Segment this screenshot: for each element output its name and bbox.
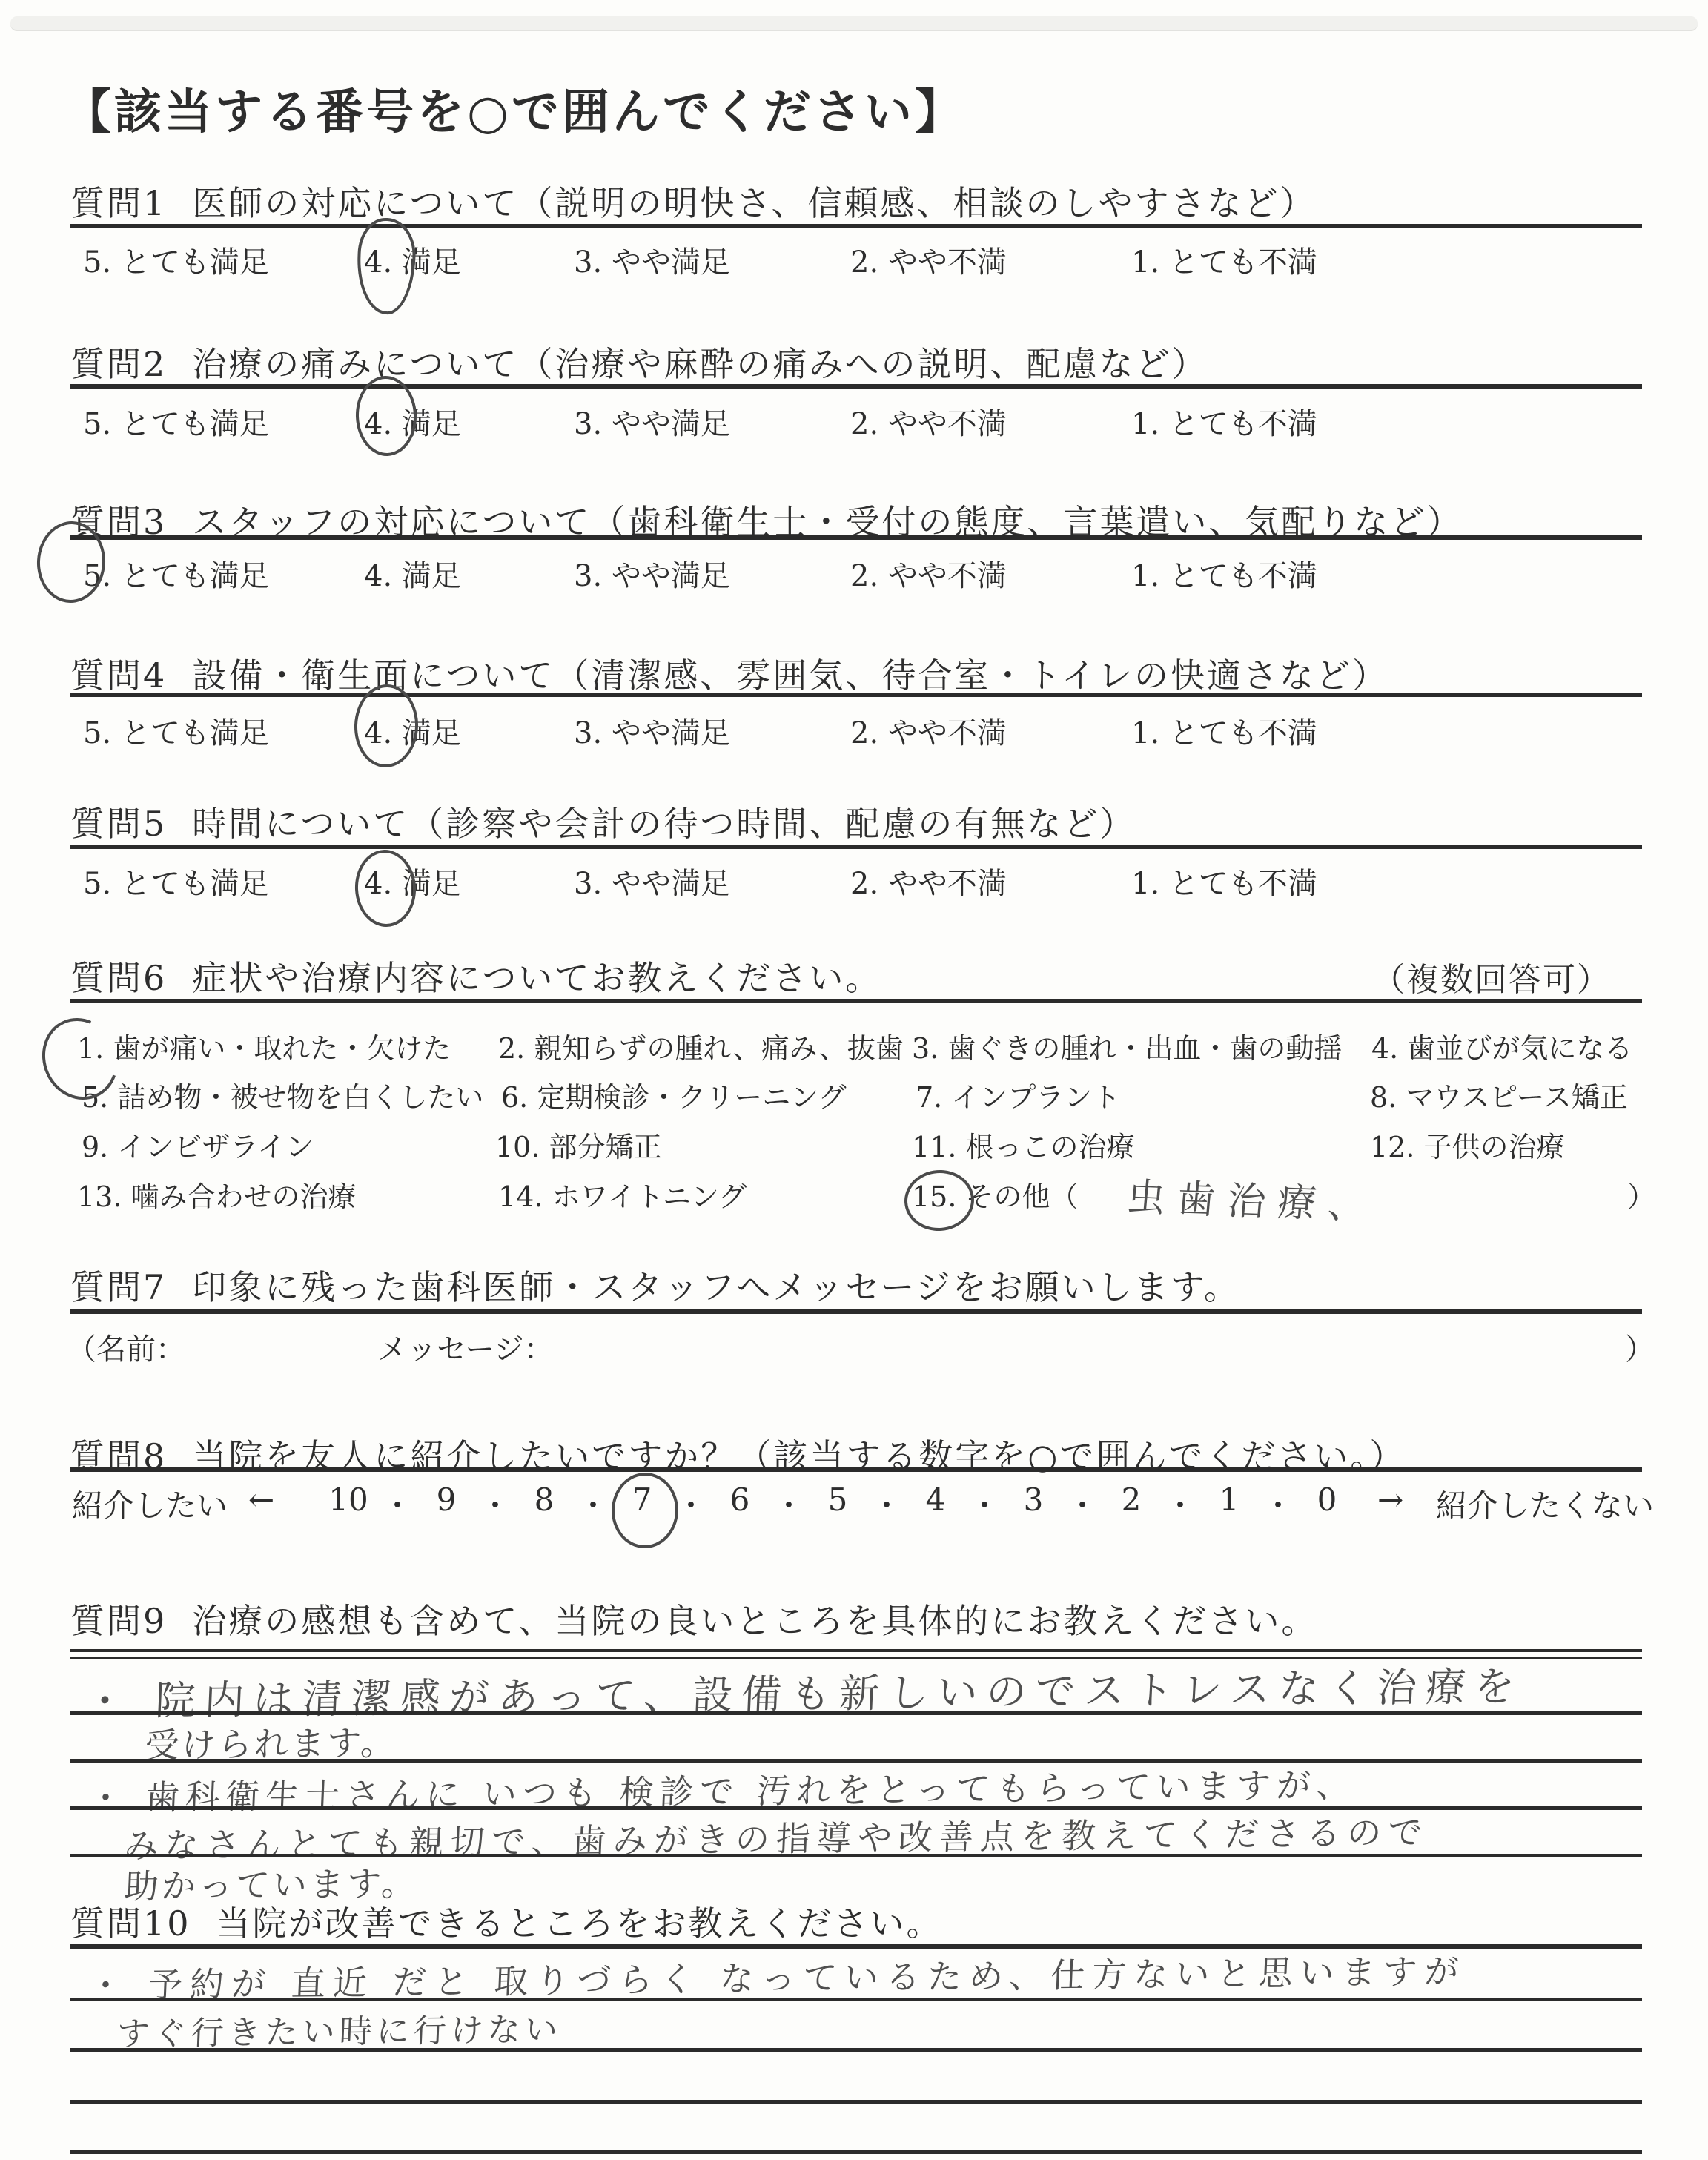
- q6-option: 4. 歯並びが気になる: [1371, 1032, 1633, 1065]
- q6-option: 5. 詰め物・被せ物を白くしたい: [82, 1081, 484, 1114]
- question-topic: 症状や治療内容についてお教えください。: [192, 958, 882, 998]
- question-number: 質問4: [70, 655, 168, 696]
- rating-option: 2. やや不満: [850, 716, 1007, 750]
- page-title: 【該当する番号を○で囲んでください】: [64, 85, 965, 140]
- q6-option: 10. 部分矯正: [495, 1131, 662, 1163]
- right-arrow-icon: →: [1377, 1482, 1404, 1518]
- question-number: 質問6: [70, 958, 168, 998]
- q6-option: 12. 子供の治療: [1370, 1131, 1565, 1163]
- rating-option: 4. 満足: [364, 407, 461, 441]
- question-topic: 治療の痛みについて（治療や麻酔の痛みへの説明、配慮など）: [192, 344, 1208, 384]
- handwritten-line: ・ 院内は清潔感があって、設備も新しいのでストレスなく治療を: [84, 1662, 1525, 1725]
- rating-option: 5. とても満足: [83, 559, 269, 593]
- ruled-line: [70, 2048, 1642, 2052]
- question-number: 質問8: [70, 1436, 168, 1476]
- question-topic: 時間について（診察や会計の待つ時間、配慮の有無など）: [192, 804, 1136, 844]
- dot-separator: ・: [479, 1487, 511, 1524]
- handdrawn-circle-q1-answer: [356, 217, 417, 316]
- dot-separator: ・: [675, 1487, 706, 1524]
- question-number: 質問9: [70, 1601, 168, 1641]
- question-number: 質問10: [70, 1903, 191, 1943]
- scale-number: 0: [1317, 1482, 1337, 1518]
- ruled-line: [70, 535, 1642, 540]
- q6-option: 1. 歯が痛い・取れた・欠けた: [77, 1032, 451, 1065]
- question-topic: 医師の対応について（説明の明快さ、信頼感、相談のしやすさなど）: [192, 183, 1317, 223]
- question-topic: 印象に残った歯科医師・スタッフへメッセージをお願いします。: [192, 1267, 1240, 1307]
- dot-separator: ・: [1066, 1487, 1098, 1524]
- q6-option: 2. 親知らずの腫れ、痛み、抜歯: [498, 1032, 904, 1065]
- dot-separator: ・: [968, 1487, 1000, 1524]
- question-6-heading: [70, 951, 881, 1000]
- q6-option: 14. ホワイトニング: [498, 1180, 747, 1213]
- handwritten-line: みなさんとても親切で、歯みがきの指導や改善点を教えてくださるので: [123, 1811, 1430, 1866]
- ruled-line: [70, 1998, 1642, 2001]
- q8-right-label: 紹介したくない: [1436, 1487, 1655, 1524]
- scale-number: 10: [328, 1482, 368, 1518]
- dot-separator: ・: [1164, 1487, 1196, 1524]
- question-topic: 当院が改善できるところをお教えください。: [216, 1903, 943, 1943]
- multiple-answers-note: （複数回答可）: [1372, 961, 1611, 999]
- handwritten-line: ・ 歯科衛生士さんに いつも 検診で 汚れをとってもらっていますが、: [87, 1765, 1358, 1818]
- ruled-line: [70, 693, 1642, 697]
- ruled-line: [70, 1759, 1642, 1763]
- rating-option: 1. とても不満: [1131, 407, 1317, 441]
- ruled-line: [70, 845, 1642, 849]
- scale-number: 6: [729, 1482, 750, 1518]
- rating-option: 4. 満足: [364, 559, 461, 593]
- q7-name-label: （名前：: [67, 1332, 185, 1367]
- ruled-line: [70, 1711, 1642, 1715]
- left-arrow-icon: ←: [248, 1482, 275, 1518]
- rating-option: 1. とても不満: [1131, 867, 1317, 901]
- q7-message-label: メッセージ：: [377, 1332, 554, 1367]
- rating-option: 3. やや満足: [574, 407, 730, 441]
- question-number: 質問1: [70, 183, 168, 223]
- scale-number: 5: [827, 1482, 848, 1518]
- q6-option: 11. 根っこの治療: [912, 1131, 1135, 1163]
- rating-option: 4. 満足: [364, 245, 461, 280]
- rating-option: 1. とても不満: [1131, 716, 1317, 750]
- q6-option: 7. インプラント: [916, 1081, 1121, 1114]
- rating-option: 5. とても満足: [83, 245, 269, 280]
- rating-option: 2. やや不満: [850, 245, 1007, 280]
- question-2-heading: [70, 337, 1208, 386]
- rating-option: 3. やや満足: [574, 716, 730, 750]
- question-7-heading: [70, 1261, 1240, 1309]
- rating-option: 3. やや満足: [574, 559, 730, 593]
- q6-other-close-paren: ）: [1627, 1180, 1656, 1213]
- dot-separator: ・: [772, 1487, 804, 1524]
- dot-separator: ・: [381, 1487, 413, 1524]
- q8-left-label: 紹介したい: [72, 1487, 228, 1524]
- handwritten-line: ・ 予約が 直近 だと 取りづらく なっているため、仕方ないと思いますが: [87, 1951, 1467, 2006]
- ruled-line: [70, 999, 1642, 1003]
- rating-option: 5. とても満足: [83, 716, 269, 750]
- handwritten-line: すぐ行きたい時に行けない: [116, 2010, 563, 2054]
- scale-number: 9: [436, 1482, 457, 1518]
- rating-option: 1. とても不満: [1131, 559, 1317, 593]
- question-topic: スタッフの対応について（歯科衛生士・受付の態度、言葉遣い、気配りなど）: [192, 502, 1463, 542]
- scale-number: 8: [534, 1482, 555, 1518]
- scale-number: 2: [1121, 1482, 1142, 1518]
- handwritten-line: 受けられます。: [144, 1723, 398, 1766]
- ruled-line: [70, 224, 1642, 228]
- q6-option: 3. 歯ぐきの腫れ・出血・歯の動揺: [912, 1032, 1343, 1065]
- q6-option: 9. インビザライン: [82, 1131, 314, 1163]
- rating-option: 5. とても満足: [83, 867, 269, 901]
- ruled-line: [70, 1854, 1642, 1857]
- q6-option: 13. 噛み合わせの治療: [77, 1180, 357, 1213]
- scan-artifact-band: [10, 16, 1698, 31]
- q6-option: 6. 定期検診・クリーニング: [501, 1081, 847, 1114]
- rating-option: 3. やや満足: [574, 867, 730, 901]
- q6-other-handwritten-answer: 虫歯治療、: [1125, 1175, 1380, 1229]
- q7-close-paren: ）: [1625, 1332, 1655, 1367]
- rating-option: 5. とても満足: [83, 407, 269, 441]
- rating-option: 3. やや満足: [574, 245, 730, 280]
- ruled-line: [70, 1309, 1642, 1314]
- scale-number: 1: [1219, 1482, 1239, 1518]
- dot-separator: ・: [1262, 1487, 1294, 1524]
- q6-option: 8. マウスピース矯正: [1370, 1081, 1628, 1114]
- dot-separator: ・: [870, 1487, 902, 1524]
- question-1-heading: [70, 176, 1317, 225]
- rating-option: 2. やや不満: [850, 559, 1007, 593]
- question-topic: 治療の感想も含めて、当院の良いところを具体的にお教えください。: [192, 1601, 1318, 1641]
- rating-option: 1. とても不満: [1131, 245, 1317, 280]
- question-topic: 当院を友人に紹介したいですか？（該当する数字を○で囲んでください。）: [192, 1436, 1406, 1476]
- scale-number: 7: [632, 1482, 652, 1518]
- question-number: 質問2: [70, 344, 168, 384]
- question-number: 質問7: [70, 1267, 168, 1307]
- question-number: 質問5: [70, 804, 168, 844]
- question-5-heading: [70, 797, 1136, 846]
- question-10-heading: [70, 1897, 943, 1946]
- handwritten-line: 助かっています。: [123, 1863, 420, 1907]
- scale-number: 4: [925, 1482, 946, 1518]
- dot-separator: ・: [577, 1487, 609, 1524]
- q8-nps-scale: [322, 1482, 1353, 1526]
- question-4-heading: [70, 649, 1388, 698]
- rating-option: 2. やや不満: [850, 407, 1007, 441]
- ruled-line: [70, 2150, 1642, 2154]
- question-9-heading: [70, 1594, 1317, 1643]
- ruled-line: [70, 1467, 1642, 1472]
- rating-option: 2. やや不満: [850, 867, 1007, 901]
- question-number: 質問3: [70, 502, 168, 542]
- q6-option: 15. その他（: [912, 1180, 1079, 1213]
- ruled-line: [70, 384, 1642, 389]
- rating-option: 4. 満足: [364, 867, 461, 901]
- scale-number: 3: [1023, 1482, 1044, 1518]
- ruled-line: [70, 2100, 1642, 2104]
- rating-option: 4. 満足: [364, 716, 461, 750]
- question-topic: 設備・衛生面について（清潔感、雰囲気、待合室・トイレの快適さなど）: [192, 655, 1389, 696]
